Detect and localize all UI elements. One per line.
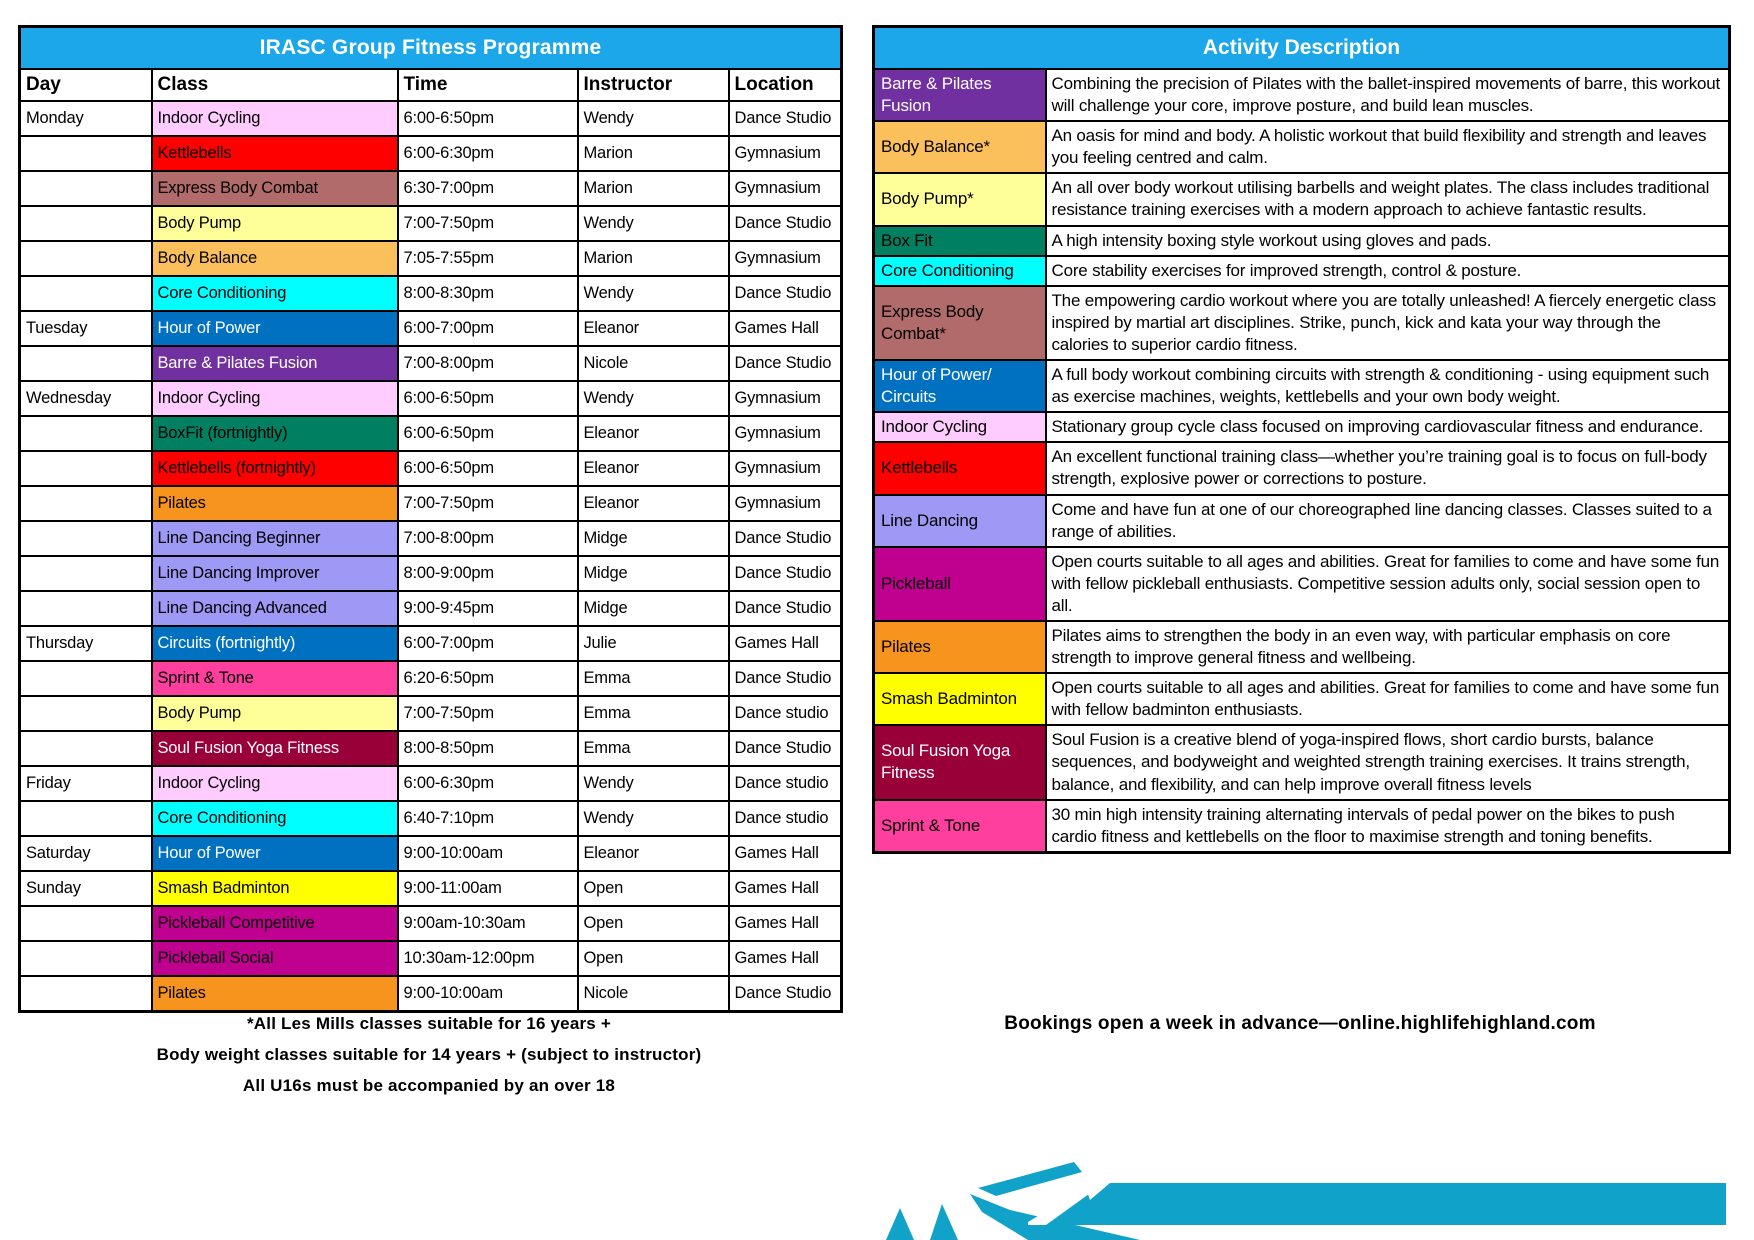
instructor-cell: Marion	[578, 241, 729, 276]
class-cell: Smash Badminton	[152, 871, 398, 906]
column-header-time: Time	[398, 69, 578, 101]
instructor-cell: Marion	[578, 136, 729, 171]
instructor-cell: Midge	[578, 521, 729, 556]
time-cell: 9:00-10:00am	[398, 976, 578, 1012]
programme-row	[20, 101, 842, 136]
activity-name-cell: Pilates	[874, 621, 1046, 673]
day-cell: Friday	[20, 766, 152, 801]
day-cell	[20, 136, 152, 171]
instructor-cell: Open	[578, 871, 729, 906]
location-cell: Dance Studio	[729, 591, 842, 626]
location-cell: Games Hall	[729, 311, 842, 346]
fitness-programme-table	[18, 25, 843, 1013]
time-cell: 6:00-7:00pm	[398, 626, 578, 661]
programme-row	[20, 871, 842, 906]
time-cell: 6:40-7:10pm	[398, 801, 578, 836]
instructor-cell: Wendy	[578, 801, 729, 836]
class-cell: Hour of Power	[152, 311, 398, 346]
programme-row	[20, 346, 842, 381]
day-cell	[20, 696, 152, 731]
time-cell: 9:00-10:00am	[398, 836, 578, 871]
instructor-cell: Eleanor	[578, 451, 729, 486]
day-cell	[20, 976, 152, 1012]
day-cell	[20, 276, 152, 311]
activity-name-cell: Express Body Combat*	[874, 286, 1046, 360]
location-cell: Dance Studio	[729, 661, 842, 696]
time-cell: 6:00-6:30pm	[398, 766, 578, 801]
day-cell: Thursday	[20, 626, 152, 661]
instructor-cell: Eleanor	[578, 486, 729, 521]
activity-description-cell: An all over body workout utilising barbells and weight plates. The class includes traditional resistance training exercises with a modern approach to achieve fantastic results.	[1046, 173, 1730, 225]
activity-name-cell: Sprint & Tone	[874, 800, 1046, 853]
instructor-cell: Wendy	[578, 276, 729, 311]
activity-description-cell: Stationary group cycle class focused on improving cardiovascular fitness and endurance.	[1046, 412, 1730, 442]
activity-description-cell: Open courts suitable to all ages and abilities. Great for families to come and have some fun with fellow badminton enthusiasts.	[1046, 673, 1730, 725]
programme-title-row	[20, 27, 842, 70]
description-row	[874, 725, 1730, 799]
activity-name-cell: Line Dancing	[874, 495, 1046, 547]
instructor-cell: Emma	[578, 731, 729, 766]
logo-banner	[1040, 1183, 1726, 1225]
description-row	[874, 69, 1730, 121]
location-cell: Dance studio	[729, 801, 842, 836]
time-cell: 8:00-9:00pm	[398, 556, 578, 591]
time-cell: 7:05-7:55pm	[398, 241, 578, 276]
activity-name-cell: Body Balance*	[874, 121, 1046, 173]
location-cell: Dance Studio	[729, 976, 842, 1012]
location-cell: Dance Studio	[729, 206, 842, 241]
programme-title: IRASC Group Fitness Programme	[20, 27, 842, 70]
day-cell	[20, 486, 152, 521]
day-cell	[20, 206, 152, 241]
instructor-cell: Emma	[578, 661, 729, 696]
location-cell: Dance Studio	[729, 521, 842, 556]
activity-description-cell: The empowering cardio workout where you are totally unleashed! A fiercely energetic class inspired by martial art disciplines. Strike, punch, kick and kata your way through the calories to superior cardio fitness.	[1046, 286, 1730, 360]
programme-row	[20, 451, 842, 486]
location-cell: Dance Studio	[729, 556, 842, 591]
class-cell: Body Pump	[152, 206, 398, 241]
column-header-location: Location	[729, 69, 842, 101]
class-cell: Core Conditioning	[152, 276, 398, 311]
location-cell: Gymnasium	[729, 416, 842, 451]
location-cell: Gymnasium	[729, 136, 842, 171]
class-cell: Pickleball Social	[152, 941, 398, 976]
class-cell: Kettlebells	[152, 136, 398, 171]
footnote-u16: All U16s must be accompanied by an over 18	[242, 1076, 616, 1095]
activity-name-cell: Soul Fusion Yoga Fitness	[874, 725, 1046, 799]
activity-description-cell: Open courts suitable to all ages and abilities. Great for families to come and have some fun with fellow pickleball enthusiasts. Competitive session adults only, social session open to all.	[1046, 547, 1730, 621]
day-cell	[20, 451, 152, 486]
class-cell: Indoor Cycling	[152, 766, 398, 801]
activity-name-cell: Body Pump*	[874, 173, 1046, 225]
time-cell: 6:20-6:50pm	[398, 661, 578, 696]
instructor-cell: Emma	[578, 696, 729, 731]
activity-description-cell: A high intensity boxing style workout using gloves and pads.	[1046, 226, 1730, 256]
description-row	[874, 547, 1730, 621]
class-cell: Line Dancing Advanced	[152, 591, 398, 626]
activity-name-cell: Barre & Pilates Fusion	[874, 69, 1046, 121]
class-cell: Kettlebells (fortnightly)	[152, 451, 398, 486]
activity-description-cell: Pilates aims to strengthen the body in an even way, with particular emphasis on core strength to improve general fitness and wellbeing.	[1046, 621, 1730, 673]
description-row	[874, 412, 1730, 442]
programme-column-header-row	[20, 69, 842, 101]
activity-description-cell: An excellent functional training class—whether you’re training goal is to focus on full-body strength, explosive power or corrections to posture.	[1046, 442, 1730, 494]
time-cell: 7:00-7:50pm	[398, 486, 578, 521]
location-cell: Dance studio	[729, 696, 842, 731]
instructor-cell: Wendy	[578, 101, 729, 136]
activity-name-cell: Pickleball	[874, 547, 1046, 621]
highlife-highland-logo	[878, 1152, 1734, 1240]
location-cell: Dance Studio	[729, 276, 842, 311]
instructor-cell: Wendy	[578, 766, 729, 801]
instructor-cell: Wendy	[578, 381, 729, 416]
activity-description-cell: 30 min high intensity training alternating intervals of pedal power on the bikes to push cardio fitness and kettlebells on the floor to maximise strength and toning benefits.	[1046, 800, 1730, 853]
day-cell	[20, 241, 152, 276]
day-cell	[20, 801, 152, 836]
location-cell: Dance Studio	[729, 101, 842, 136]
description-title-row	[874, 27, 1730, 70]
instructor-cell: Eleanor	[578, 311, 729, 346]
programme-row	[20, 696, 842, 731]
day-cell: Tuesday	[20, 311, 152, 346]
time-cell: 7:00-7:50pm	[398, 206, 578, 241]
class-cell: Body Balance	[152, 241, 398, 276]
location-cell: Gymnasium	[729, 451, 842, 486]
location-cell: Games Hall	[729, 871, 842, 906]
class-cell: Body Pump	[152, 696, 398, 731]
activity-description-cell: An oasis for mind and body. A holistic workout that build flexibility and strength and leaves you feeling centred and calm.	[1046, 121, 1730, 173]
programme-tbody	[20, 101, 842, 1012]
instructor-cell: Midge	[578, 556, 729, 591]
location-cell: Gymnasium	[729, 381, 842, 416]
location-cell: Gymnasium	[729, 171, 842, 206]
description-title: Activity Description	[874, 27, 1730, 70]
programme-row	[20, 731, 842, 766]
programme-row	[20, 906, 842, 941]
time-cell: 6:00-6:50pm	[398, 451, 578, 486]
time-cell: 6:30-7:00pm	[398, 171, 578, 206]
activity-name-cell: Kettlebells	[874, 442, 1046, 494]
day-cell	[20, 941, 152, 976]
class-cell: Circuits (fortnightly)	[152, 626, 398, 661]
day-cell: Saturday	[20, 836, 152, 871]
time-cell: 9:00am-10:30am	[398, 906, 578, 941]
description-row	[874, 286, 1730, 360]
class-cell: Barre & Pilates Fusion	[152, 346, 398, 381]
activity-name-cell: Indoor Cycling	[874, 412, 1046, 442]
time-cell: 8:00-8:50pm	[398, 731, 578, 766]
day-cell	[20, 556, 152, 591]
activity-description-cell: Come and have fun at one of our choreographed line dancing classes. Classes suited to a range of abilities.	[1046, 495, 1730, 547]
class-cell: Indoor Cycling	[152, 381, 398, 416]
day-cell	[20, 906, 152, 941]
description-row	[874, 800, 1730, 853]
location-cell: Games Hall	[729, 626, 842, 661]
activity-description-cell: Combining the precision of Pilates with the ballet-inspired movements of barre, this workout will challenge your core, improve posture, and build lean muscles.	[1046, 69, 1730, 121]
time-cell: 7:00-7:50pm	[398, 696, 578, 731]
day-cell	[20, 661, 152, 696]
programme-row	[20, 556, 842, 591]
activity-name-cell: Box Fit	[874, 226, 1046, 256]
programme-row	[20, 276, 842, 311]
location-cell: Gymnasium	[729, 241, 842, 276]
class-cell: Pilates	[152, 486, 398, 521]
class-cell: BoxFit (fortnightly)	[152, 416, 398, 451]
class-cell: Express Body Combat	[152, 171, 398, 206]
instructor-cell: Midge	[578, 591, 729, 626]
programme-row	[20, 976, 842, 1012]
activity-name-cell: Hour of Power/ Circuits	[874, 360, 1046, 412]
day-cell: Sunday	[20, 871, 152, 906]
description-row	[874, 360, 1730, 412]
time-cell: 9:00-9:45pm	[398, 591, 578, 626]
instructor-cell: Julie	[578, 626, 729, 661]
description-row	[874, 226, 1730, 256]
descriptions-tbody	[874, 69, 1730, 852]
time-cell: 6:00-6:50pm	[398, 381, 578, 416]
programme-row	[20, 311, 842, 346]
instructor-cell: Nicole	[578, 346, 729, 381]
instructor-cell: Eleanor	[578, 836, 729, 871]
time-cell: 6:00-6:50pm	[398, 101, 578, 136]
day-cell: Monday	[20, 101, 152, 136]
activity-description-cell: A full body workout combining circuits with strength & conditioning - using equipment such as exercise machines, weights, kettlebells and your own body weight.	[1046, 360, 1730, 412]
time-cell: 7:00-8:00pm	[398, 521, 578, 556]
programme-row	[20, 801, 842, 836]
instructor-cell: Open	[578, 906, 729, 941]
location-cell: Dance Studio	[729, 731, 842, 766]
programme-row	[20, 206, 842, 241]
time-cell: 6:00-6:50pm	[398, 416, 578, 451]
column-header-class: Class	[152, 69, 398, 101]
time-cell: 6:00-6:30pm	[398, 136, 578, 171]
class-cell: Line Dancing Beginner	[152, 521, 398, 556]
location-cell: Gymnasium	[729, 486, 842, 521]
programme-row	[20, 941, 842, 976]
column-header-instructor: Instructor	[578, 69, 729, 101]
activity-name-cell: Smash Badminton	[874, 673, 1046, 725]
location-cell: Dance studio	[729, 766, 842, 801]
description-row	[874, 256, 1730, 286]
programme-row	[20, 766, 842, 801]
day-cell: Wednesday	[20, 381, 152, 416]
instructor-cell: Nicole	[578, 976, 729, 1012]
day-cell	[20, 731, 152, 766]
programme-row	[20, 241, 842, 276]
location-cell: Games Hall	[729, 906, 842, 941]
programme-row	[20, 416, 842, 451]
location-cell: Dance Studio	[729, 346, 842, 381]
footnote-body-weight: Body weight classes suitable for 14 years + (subject to instructor)	[156, 1045, 702, 1064]
instructor-cell: Wendy	[578, 206, 729, 241]
programme-row	[20, 381, 842, 416]
activity-description-cell: Soul Fusion is a creative blend of yoga-inspired flows, short cardio bursts, balance sequences, and bodyweight and weighted strength training exercises. It trains strength, balance, and flexibility, and can help improve overall fitness levels	[1046, 725, 1730, 799]
activity-description-cell: Core stability exercises for improved strength, control & posture.	[1046, 256, 1730, 286]
class-cell: Soul Fusion Yoga Fitness	[152, 731, 398, 766]
instructor-cell: Marion	[578, 171, 729, 206]
activity-name-cell: Core Conditioning	[874, 256, 1046, 286]
time-cell: 9:00-11:00am	[398, 871, 578, 906]
programme-row	[20, 171, 842, 206]
instructor-cell: Open	[578, 941, 729, 976]
programme-row	[20, 626, 842, 661]
description-row	[874, 495, 1730, 547]
description-row	[874, 442, 1730, 494]
programme-row	[20, 136, 842, 171]
day-cell	[20, 591, 152, 626]
class-cell: Core Conditioning	[152, 801, 398, 836]
programme-row	[20, 486, 842, 521]
description-row	[874, 173, 1730, 225]
location-cell: Games Hall	[729, 836, 842, 871]
class-cell: Pilates	[152, 976, 398, 1012]
footnote-les-mills: *All Les Mills classes suitable for 16 years +	[246, 1014, 612, 1033]
time-cell: 10:30am-12:00pm	[398, 941, 578, 976]
class-cell: Sprint & Tone	[152, 661, 398, 696]
instructor-cell: Eleanor	[578, 416, 729, 451]
day-cell	[20, 521, 152, 556]
day-cell	[20, 346, 152, 381]
column-header-day: Day	[20, 69, 152, 101]
day-cell	[20, 416, 152, 451]
programme-row	[20, 521, 842, 556]
time-cell: 7:00-8:00pm	[398, 346, 578, 381]
programme-row	[20, 836, 842, 871]
programme-row	[20, 661, 842, 696]
activity-description-table	[872, 25, 1731, 854]
class-cell: Line Dancing Improver	[152, 556, 398, 591]
time-cell: 8:00-8:30pm	[398, 276, 578, 311]
class-cell: Hour of Power	[152, 836, 398, 871]
description-row	[874, 121, 1730, 173]
class-cell: Indoor Cycling	[152, 101, 398, 136]
booking-note: Bookings open a week in advance—online.highlifehighland.com	[1004, 1013, 1596, 1034]
location-cell: Games Hall	[729, 941, 842, 976]
description-row	[874, 673, 1730, 725]
time-cell: 6:00-7:00pm	[398, 311, 578, 346]
footnotes	[18, 1014, 840, 1107]
day-cell	[20, 171, 152, 206]
class-cell: Pickleball Competitive	[152, 906, 398, 941]
programme-row	[20, 591, 842, 626]
description-row	[874, 621, 1730, 673]
